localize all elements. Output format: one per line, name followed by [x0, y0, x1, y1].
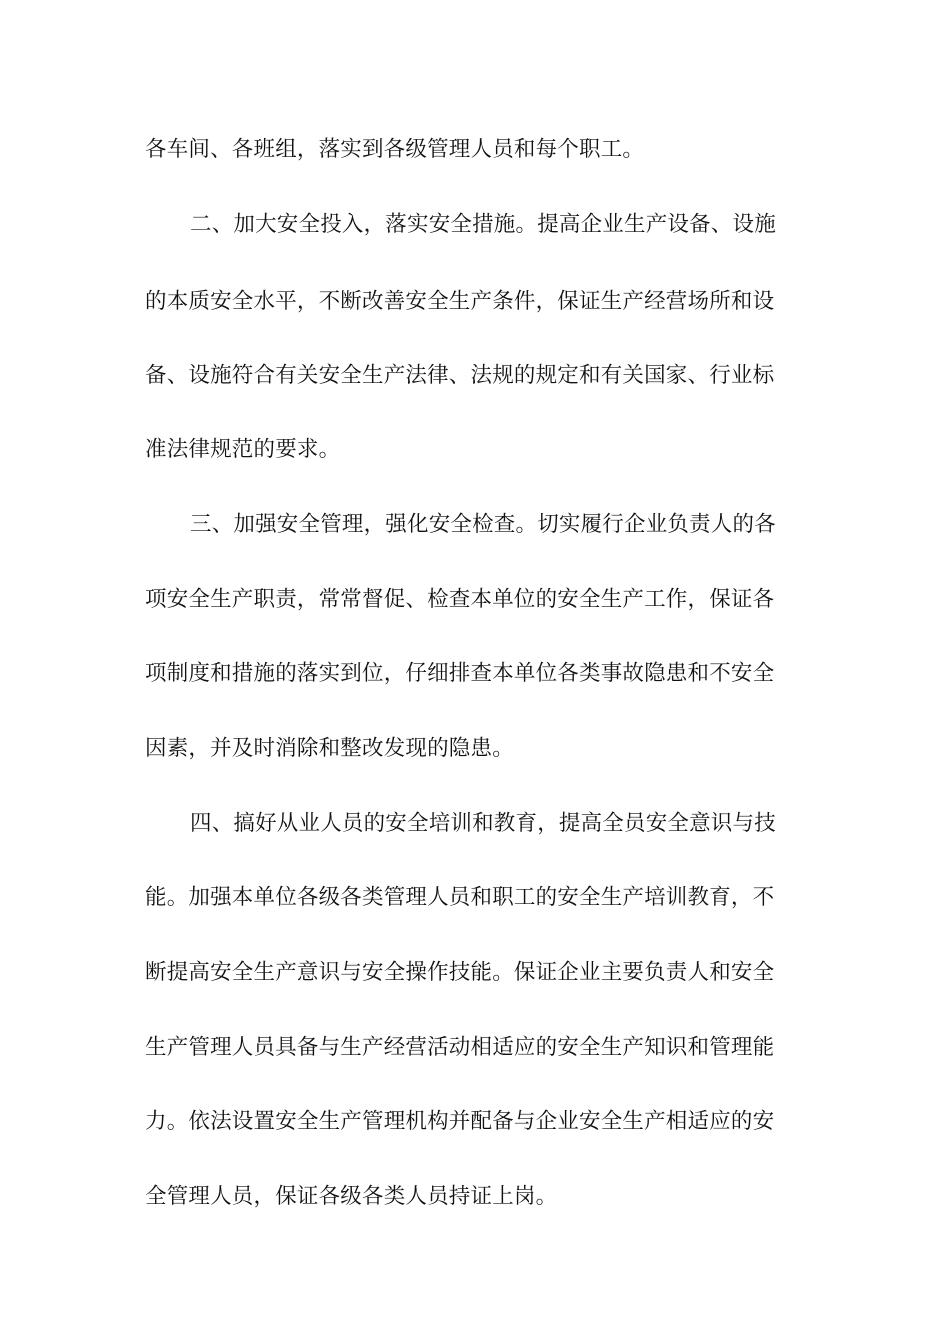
paragraph-heading-line: 二、加大安全投入，落实安全措施。提高企业生产设备、设施 [190, 212, 776, 237]
text-line: 的本质安全水平，不断改善安全生产条件，保证生产经营场所和设 [145, 289, 775, 314]
text-line: 全管理人员，保证各级各类人员持证上岗。 [145, 1184, 558, 1209]
text-line: 备、设施符合有关安全生产法律、法规的规定和有关国家、行业标 [145, 363, 775, 388]
text-line: 项制度和措施的落实到位，仔细排查本单位各类事故隐患和不安全 [145, 661, 775, 686]
text-line: 能。加强本单位各级各类管理人员和职工的安全生产培训教育，不 [145, 885, 775, 910]
text-line: 准法律规范的要求。 [145, 437, 341, 462]
text-line: 各车间、各班组，落实到各级管理人员和每个职工。 [145, 137, 645, 162]
text-line: 项安全生产职责，常常督促、检查本单位的安全生产工作，保证各 [145, 587, 775, 612]
text-line: 力。依法设置安全生产管理机构并配备与企业安全生产相适应的安 [145, 1109, 775, 1134]
paragraph-heading-line: 三、加强安全管理，强化安全检查。切实履行企业负责人的各 [190, 512, 776, 537]
text-line: 断提高安全生产意识与安全操作技能。保证企业主要负责人和安全 [145, 960, 775, 985]
text-line: 生产管理人员具备与生产经营活动相适应的安全生产知识和管理能 [145, 1035, 775, 1060]
paragraph-heading-line: 四、搞好从业人员的安全培训和教育，提高全员安全意识与技 [190, 811, 776, 836]
text-line: 因素，并及时消除和整改发现的隐患。 [145, 736, 514, 761]
